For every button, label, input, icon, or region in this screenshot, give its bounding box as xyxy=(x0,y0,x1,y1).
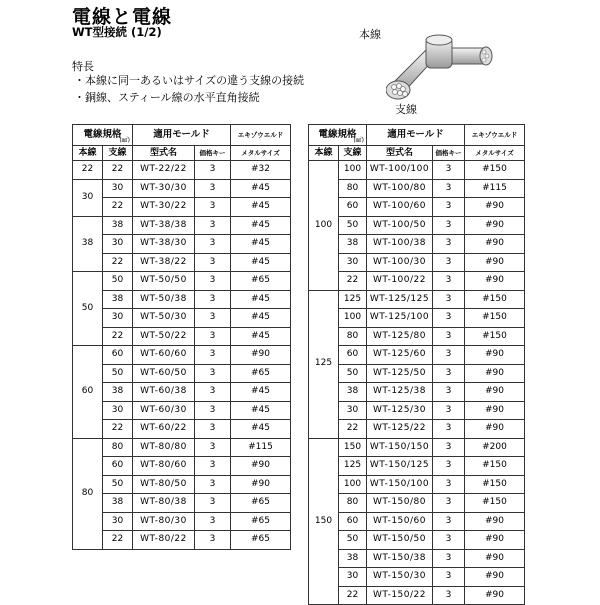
metal-size-cell: #200 xyxy=(465,438,525,457)
price-key-cell: 3 xyxy=(433,438,465,457)
feature-item: ・ 銅線、スティール線の水平直角接続 xyxy=(74,89,304,106)
table-row xyxy=(73,494,291,513)
model-name-cell: WT-80/50 xyxy=(133,475,195,494)
metal-size-cell: #32 xyxy=(231,161,291,180)
branch-wire-cell: 100 xyxy=(339,309,367,328)
branch-wire-cell: 30 xyxy=(103,401,133,420)
price-key-cell: 3 xyxy=(195,401,231,420)
price-key-cell: 3 xyxy=(433,586,465,605)
branch-wire-cell: 150 xyxy=(339,438,367,457)
main-wire-cell: 22 xyxy=(73,161,103,180)
branch-wire-cell: 60 xyxy=(103,457,133,476)
branch-wire-cell: 30 xyxy=(339,568,367,587)
branch-wire-cell: 80 xyxy=(103,438,133,457)
price-key-cell: 3 xyxy=(433,420,465,439)
page-subtitle: WT型接続 (1/2) xyxy=(72,25,162,39)
price-key-col-header: 価格キー xyxy=(195,146,231,161)
table-row xyxy=(309,346,525,365)
exo-header: エキゾウエルド xyxy=(465,125,525,146)
model-name-cell: WT-50/50 xyxy=(133,272,195,291)
table-row xyxy=(309,531,525,550)
price-key-cell: 3 xyxy=(195,438,231,457)
main-wire-cell: 100 xyxy=(309,161,339,291)
price-key-cell: 3 xyxy=(195,161,231,180)
model-name-cell: WT-150/50 xyxy=(367,531,433,550)
metal-size-cell: #90 xyxy=(465,383,525,402)
model-name-cell: WT-60/50 xyxy=(133,364,195,383)
price-key-cell: 3 xyxy=(433,327,465,346)
table-row xyxy=(73,309,291,328)
branch-wire-cell: 38 xyxy=(103,494,133,513)
branch-wire-cell: 22 xyxy=(103,327,133,346)
price-key-cell: 3 xyxy=(433,253,465,272)
branch-wire-cell: 50 xyxy=(103,272,133,291)
price-key-cell: 3 xyxy=(433,549,465,568)
table-row xyxy=(73,475,291,494)
spec-table-left xyxy=(72,124,291,550)
model-name-cell: WT-30/22 xyxy=(133,198,195,217)
price-key-cell: 3 xyxy=(195,272,231,291)
metal-size-cell: #45 xyxy=(231,327,291,346)
metal-size-cell: #90 xyxy=(465,586,525,605)
table-row xyxy=(309,364,525,383)
metal-size-cell: #65 xyxy=(231,494,291,513)
table-row xyxy=(309,309,525,328)
table-row xyxy=(73,531,291,550)
price-key-cell: 3 xyxy=(195,512,231,531)
wire-spec-header: 電線規格 (㎟) xyxy=(309,125,367,146)
table-row xyxy=(309,179,525,198)
table-row xyxy=(73,438,291,457)
model-name-cell: WT-60/22 xyxy=(133,420,195,439)
branch-wire-cell: 80 xyxy=(339,179,367,198)
main-wire-label: 本線 xyxy=(359,28,381,41)
branch-col-header: 支線 xyxy=(339,146,367,161)
table-row xyxy=(73,420,291,439)
branch-wire-cell: 30 xyxy=(103,512,133,531)
price-key-cell: 3 xyxy=(433,216,465,235)
table-row xyxy=(73,161,291,180)
metal-size-cell: #90 xyxy=(465,253,525,272)
metal-size-cell: #90 xyxy=(465,272,525,291)
metal-size-cell: #65 xyxy=(231,512,291,531)
main-col-header: 本線 xyxy=(309,146,339,161)
price-key-cell: 3 xyxy=(195,383,231,402)
metal-size-cell: #90 xyxy=(465,364,525,383)
table-row xyxy=(309,457,525,476)
price-key-cell: 3 xyxy=(433,364,465,383)
metal-size-cell: #90 xyxy=(465,401,525,420)
metal-size-cell: #150 xyxy=(465,290,525,309)
metal-size-cell: #90 xyxy=(231,457,291,476)
metal-size-cell: #65 xyxy=(231,531,291,550)
branch-wire-cell: 38 xyxy=(103,383,133,402)
metal-size-cell: #45 xyxy=(231,401,291,420)
model-name-cell: WT-125/125 xyxy=(367,290,433,309)
branch-wire-cell: 38 xyxy=(339,235,367,254)
branch-wire-cell: 22 xyxy=(103,198,133,217)
branch-wire-cell: 30 xyxy=(339,401,367,420)
table-row xyxy=(73,198,291,217)
table-row xyxy=(309,198,525,217)
price-key-cell: 3 xyxy=(195,475,231,494)
table-row xyxy=(73,216,291,235)
metal-size-cell: #45 xyxy=(231,309,291,328)
model-name-cell: WT-150/80 xyxy=(367,494,433,513)
price-key-cell: 3 xyxy=(433,309,465,328)
branch-wire-cell: 38 xyxy=(103,290,133,309)
metal-size-cell: #150 xyxy=(465,475,525,494)
price-key-cell: 3 xyxy=(195,457,231,476)
price-key-cell: 3 xyxy=(433,512,465,531)
metal-size-cell: #115 xyxy=(465,179,525,198)
price-key-cell: 3 xyxy=(195,346,231,365)
wire-unit: (㎟) xyxy=(353,137,365,144)
price-key-cell: 3 xyxy=(195,235,231,254)
features-heading: 特長 xyxy=(72,60,94,73)
model-name-cell: WT-80/38 xyxy=(133,494,195,513)
model-name-cell: WT-150/60 xyxy=(367,512,433,531)
model-name-cell: WT-125/30 xyxy=(367,401,433,420)
metal-size-cell: #45 xyxy=(231,179,291,198)
model-name-cell: WT-100/60 xyxy=(367,198,433,217)
table-row xyxy=(309,327,525,346)
metal-size-cell: #90 xyxy=(465,549,525,568)
model-col-header: 型式名 xyxy=(133,146,195,161)
main-wire-cell: 38 xyxy=(73,216,103,272)
model-name-cell: WT-100/38 xyxy=(367,235,433,254)
metal-size-cell: #45 xyxy=(231,198,291,217)
metal-size-cell: #90 xyxy=(465,216,525,235)
model-name-cell: WT-100/22 xyxy=(367,272,433,291)
main-col-header: 本線 xyxy=(73,146,103,161)
table-row xyxy=(309,272,525,291)
wt-connection-illustration xyxy=(386,30,496,120)
main-wire-cell: 150 xyxy=(309,438,339,605)
branch-wire-cell: 22 xyxy=(339,420,367,439)
model-name-cell: WT-100/100 xyxy=(367,161,433,180)
branch-wire-cell: 50 xyxy=(339,216,367,235)
metal-size-cell: #45 xyxy=(231,290,291,309)
branch-wire-cell: 30 xyxy=(339,253,367,272)
price-key-cell: 3 xyxy=(195,531,231,550)
main-wire-cell: 50 xyxy=(73,272,103,346)
price-key-cell: 3 xyxy=(195,290,231,309)
branch-wire-cell: 50 xyxy=(103,475,133,494)
model-name-cell: WT-80/80 xyxy=(133,438,195,457)
metal-size-cell: #90 xyxy=(465,568,525,587)
metal-size-cell: #150 xyxy=(465,494,525,513)
branch-wire-cell: 30 xyxy=(103,179,133,198)
metal-size-cell: #90 xyxy=(465,420,525,439)
model-name-cell: WT-60/38 xyxy=(133,383,195,402)
model-name-cell: WT-125/38 xyxy=(367,383,433,402)
table-row xyxy=(309,586,525,605)
price-key-cell: 3 xyxy=(433,161,465,180)
feature-item: ・ 本線に同一あるいはサイズの違う支線の接続 xyxy=(74,72,304,89)
price-key-cell: 3 xyxy=(195,494,231,513)
table-row xyxy=(73,401,291,420)
branch-wire-cell: 22 xyxy=(339,586,367,605)
metal-size-cell: #45 xyxy=(231,235,291,254)
metal-size-col-header: メタルサイズ xyxy=(465,146,525,161)
exo-header: エキゾウエルド xyxy=(231,125,291,146)
metal-size-cell: #65 xyxy=(231,272,291,291)
metal-size-cell: #45 xyxy=(231,216,291,235)
model-name-cell: WT-60/60 xyxy=(133,346,195,365)
mold-header: 適用モールド xyxy=(367,125,465,146)
metal-size-cell: #45 xyxy=(231,383,291,402)
spec-table-right xyxy=(308,124,525,605)
model-name-cell: WT-80/30 xyxy=(133,512,195,531)
table-row xyxy=(309,420,525,439)
price-key-cell: 3 xyxy=(433,198,465,217)
metal-size-cell: #90 xyxy=(465,346,525,365)
table-row xyxy=(73,272,291,291)
main-wire-cell: 30 xyxy=(73,179,103,216)
branch-wire-cell: 38 xyxy=(339,383,367,402)
metal-size-cell: #90 xyxy=(231,346,291,365)
model-name-cell: WT-50/38 xyxy=(133,290,195,309)
model-name-cell: WT-150/150 xyxy=(367,438,433,457)
table-row xyxy=(309,161,525,180)
metal-size-cell: #150 xyxy=(465,327,525,346)
metal-size-cell: #150 xyxy=(465,457,525,476)
model-name-cell: WT-125/22 xyxy=(367,420,433,439)
model-name-cell: WT-50/30 xyxy=(133,309,195,328)
table-row xyxy=(309,383,525,402)
table-row xyxy=(309,475,525,494)
price-key-cell: 3 xyxy=(433,531,465,550)
branch-wire-label: 支線 xyxy=(395,103,417,116)
price-key-cell: 3 xyxy=(433,383,465,402)
model-name-cell: WT-38/22 xyxy=(133,253,195,272)
table-row xyxy=(73,290,291,309)
table-row xyxy=(309,568,525,587)
price-key-cell: 3 xyxy=(433,272,465,291)
model-name-cell: WT-150/100 xyxy=(367,475,433,494)
branch-wire-cell: 80 xyxy=(339,494,367,513)
branch-wire-cell: 38 xyxy=(339,549,367,568)
metal-size-cell: #45 xyxy=(231,253,291,272)
table-row xyxy=(73,179,291,198)
model-name-cell: WT-150/22 xyxy=(367,586,433,605)
price-key-cell: 3 xyxy=(195,327,231,346)
price-key-cell: 3 xyxy=(433,346,465,365)
table-row xyxy=(73,457,291,476)
metal-size-cell: #115 xyxy=(231,438,291,457)
price-key-cell: 3 xyxy=(195,198,231,217)
model-name-cell: WT-38/30 xyxy=(133,235,195,254)
price-key-cell: 3 xyxy=(433,401,465,420)
branch-wire-cell: 60 xyxy=(339,512,367,531)
metal-size-cell: #65 xyxy=(231,364,291,383)
price-key-cell: 3 xyxy=(433,475,465,494)
model-name-cell: WT-60/30 xyxy=(133,401,195,420)
wire-unit: (㎟) xyxy=(119,137,131,144)
metal-size-cell: #150 xyxy=(465,161,525,180)
main-wire-cell: 60 xyxy=(73,346,103,439)
model-name-cell: WT-80/60 xyxy=(133,457,195,476)
table-row xyxy=(73,253,291,272)
model-name-cell: WT-38/38 xyxy=(133,216,195,235)
model-name-cell: WT-150/125 xyxy=(367,457,433,476)
branch-wire-cell: 50 xyxy=(339,531,367,550)
metal-size-cell: #45 xyxy=(231,420,291,439)
price-key-cell: 3 xyxy=(195,420,231,439)
wire-spec-header: 電線規格 (㎟) xyxy=(73,125,133,146)
branch-wire-cell: 125 xyxy=(339,457,367,476)
model-col-header: 型式名 xyxy=(367,146,433,161)
price-key-col-header: 価格キー xyxy=(433,146,465,161)
model-name-cell: WT-150/38 xyxy=(367,549,433,568)
model-name-cell: WT-125/60 xyxy=(367,346,433,365)
table-row xyxy=(309,235,525,254)
main-wire-cell: 125 xyxy=(309,290,339,438)
branch-wire-cell: 22 xyxy=(103,253,133,272)
metal-size-cell: #90 xyxy=(465,512,525,531)
metal-size-cell: #90 xyxy=(465,531,525,550)
table-row xyxy=(73,346,291,365)
branch-wire-cell: 50 xyxy=(339,364,367,383)
table-row xyxy=(73,383,291,402)
table-row xyxy=(309,290,525,309)
price-key-cell: 3 xyxy=(195,253,231,272)
table-row xyxy=(309,438,525,457)
metal-size-col-header: メタルサイズ xyxy=(231,146,291,161)
branch-wire-cell: 30 xyxy=(103,309,133,328)
price-key-cell: 3 xyxy=(433,290,465,309)
table-row xyxy=(309,549,525,568)
model-name-cell: WT-125/80 xyxy=(367,327,433,346)
mold-header: 適用モールド xyxy=(133,125,231,146)
metal-size-cell: #90 xyxy=(231,475,291,494)
table-row xyxy=(309,494,525,513)
branch-wire-cell: 22 xyxy=(339,272,367,291)
price-key-cell: 3 xyxy=(433,235,465,254)
table-row xyxy=(73,327,291,346)
branch-wire-cell: 30 xyxy=(103,235,133,254)
branch-wire-cell: 22 xyxy=(103,420,133,439)
table-row xyxy=(73,235,291,254)
table-row xyxy=(309,401,525,420)
price-key-cell: 3 xyxy=(433,494,465,513)
price-key-cell: 3 xyxy=(195,364,231,383)
table-row xyxy=(309,253,525,272)
table-row xyxy=(309,216,525,235)
model-name-cell: WT-22/22 xyxy=(133,161,195,180)
branch-wire-cell: 60 xyxy=(103,346,133,365)
model-name-cell: WT-150/30 xyxy=(367,568,433,587)
model-name-cell: WT-30/30 xyxy=(133,179,195,198)
features-list xyxy=(74,72,304,106)
model-name-cell: WT-100/30 xyxy=(367,253,433,272)
table-row xyxy=(73,364,291,383)
model-name-cell: WT-80/22 xyxy=(133,531,195,550)
table-row xyxy=(309,512,525,531)
main-wire-cell: 80 xyxy=(73,438,103,549)
price-key-cell: 3 xyxy=(195,179,231,198)
branch-wire-cell: 38 xyxy=(103,216,133,235)
branch-wire-cell: 125 xyxy=(339,290,367,309)
model-name-cell: WT-125/50 xyxy=(367,364,433,383)
price-key-cell: 3 xyxy=(433,568,465,587)
model-name-cell: WT-100/50 xyxy=(367,216,433,235)
page-title: 電線と電線 xyxy=(72,6,173,28)
price-key-cell: 3 xyxy=(433,179,465,198)
metal-size-cell: #90 xyxy=(465,235,525,254)
metal-size-cell: #150 xyxy=(465,309,525,328)
branch-wire-cell: 100 xyxy=(339,475,367,494)
branch-wire-cell: 60 xyxy=(339,346,367,365)
branch-wire-cell: 100 xyxy=(339,161,367,180)
price-key-cell: 3 xyxy=(433,457,465,476)
model-name-cell: WT-50/22 xyxy=(133,327,195,346)
model-name-cell: WT-125/100 xyxy=(367,309,433,328)
table-row xyxy=(73,512,291,531)
metal-size-cell: #90 xyxy=(465,198,525,217)
branch-wire-cell: 60 xyxy=(339,198,367,217)
price-key-cell: 3 xyxy=(195,309,231,328)
model-name-cell: WT-100/80 xyxy=(367,179,433,198)
branch-wire-cell: 50 xyxy=(103,364,133,383)
price-key-cell: 3 xyxy=(195,216,231,235)
branch-wire-cell: 22 xyxy=(103,531,133,550)
branch-col-header: 支線 xyxy=(103,146,133,161)
branch-wire-cell: 22 xyxy=(103,161,133,180)
branch-wire-cell: 80 xyxy=(339,327,367,346)
